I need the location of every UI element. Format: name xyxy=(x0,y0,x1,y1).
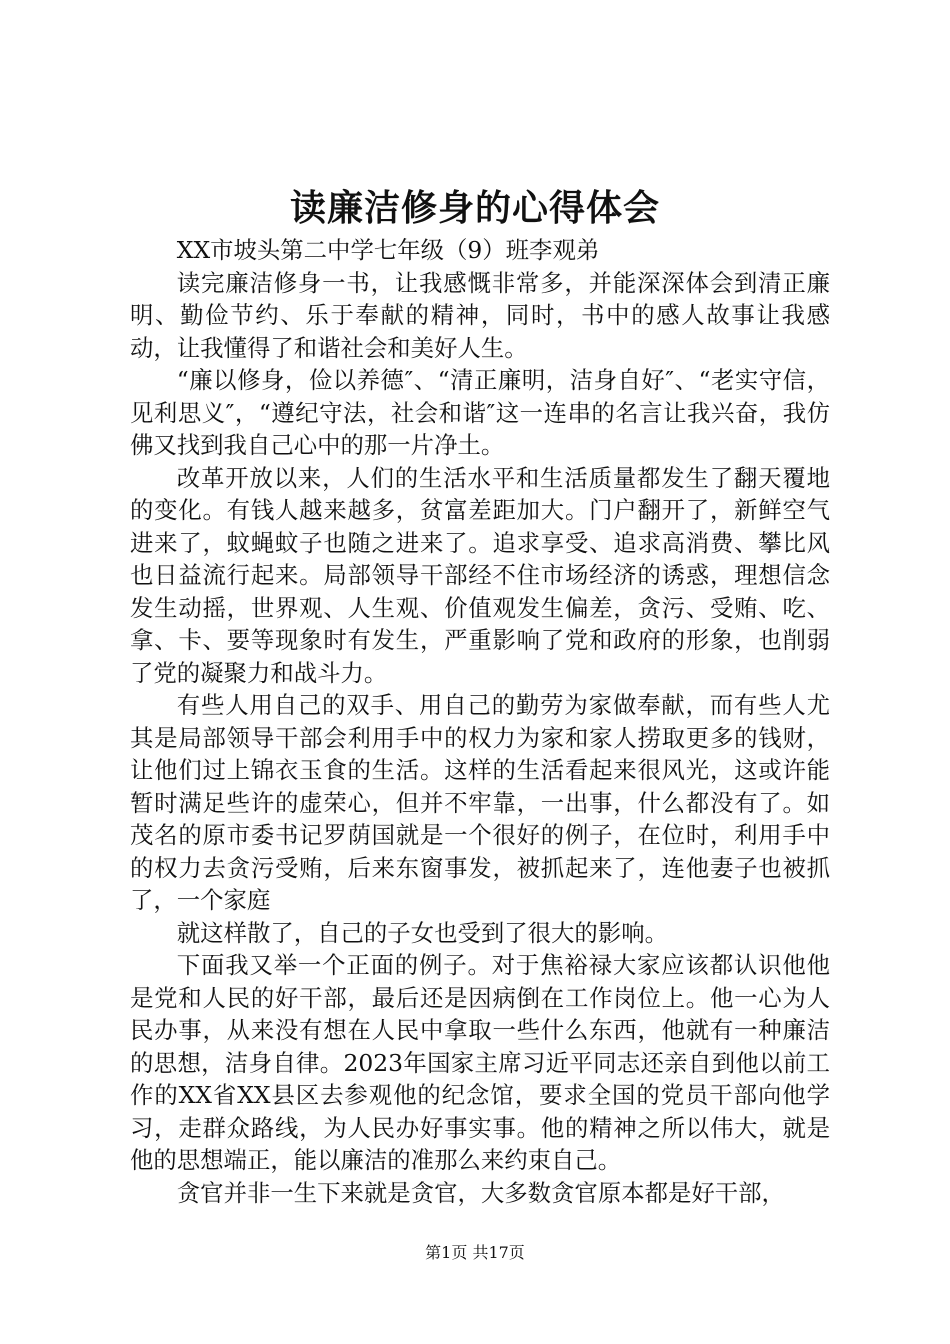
paragraph: 贪官并非一生下来就是贪官，大多数贪官原本都是好干部， xyxy=(176,1178,785,1207)
paragraph: 有些人用自己的双手、用自己的勤劳为家做奉献，而有些人尤其是局部领导干部会利用手中的权力为家和家人捞取更多的钱财，让他们过上锦衣玉食的生活。这样的生活看起来很风光，这或许能暂时满足些许的虚荣心，但并不牢靠，一出事，什么都没有了。如茂名的原市委书记罗荫国就是一个很好的例子，在位时，利用手中的权力去贪污受贿，后来东窗事发，被抓起来了，连他妻子也被抓了，一个家庭 xyxy=(130,691,830,914)
paragraph: 就这样散了，自己的子女也受到了很大的影响。 xyxy=(176,918,668,947)
author-line: XX市坡头第二中学七年级（9）班李观弟 xyxy=(176,236,600,264)
page-footer: 第1页 共17页 xyxy=(425,1243,525,1262)
paragraph: 读完廉洁修身一书，让我感慨非常多，并能深深体会到清正廉明、勤俭节约、乐于奉献的精神，同时，书中的感人故事让我感动，让我懂得了和谐社会和美好人生。 xyxy=(130,268,830,362)
paragraph: 改革开放以来，人们的生活水平和生活质量都发生了翻天覆地的变化。有钱人越来越多，贫富差距加大。门户翻开了，新鲜空气进来了，蚊蝇蚊子也随之进来了。追求享受、追求高消费、攀比风也日益流行起来。局部领导干部经不住市场经济的诱惑，理想信念发生动摇，世界观、人生观、价值观发生偏差，贪污、受贿、吃、拿、卡、要等现象时有发生，严重影响了党和政府的形象，也削弱了党的凝聚力和战斗力。 xyxy=(130,463,830,687)
paragraph: “廉以修身，俭以养德″、“清正廉明，洁身自好″、“老实守信，见利思义″，“遵纪守法，社会和谐″这一连串的名言让我兴奋，我仿佛又找到我自己心中的那一片净土。 xyxy=(130,366,830,459)
paragraph: 下面我又举一个正面的例子。对于焦裕禄大家应该都认识他他是党和人民的好干部，最后还是因病倒在工作岗位上。他一心为人民办事，从来没有想在人民中拿取一些什么东西，他就有一种廉洁的思想，洁身自律。2023年国家主席习近平同志还亲自到他以前工作的XX省XX县区去参观他的纪念馆，要求全国的党员干部向他学习，走群众路线，为人民办好事实事。他的精神之所以伟大，就是他的思想端正，能以廉洁的准那么来约束自己。 xyxy=(130,951,830,1174)
document-title: 读廉洁修身的心得体会 xyxy=(289,187,660,229)
document-body xyxy=(130,234,830,1209)
